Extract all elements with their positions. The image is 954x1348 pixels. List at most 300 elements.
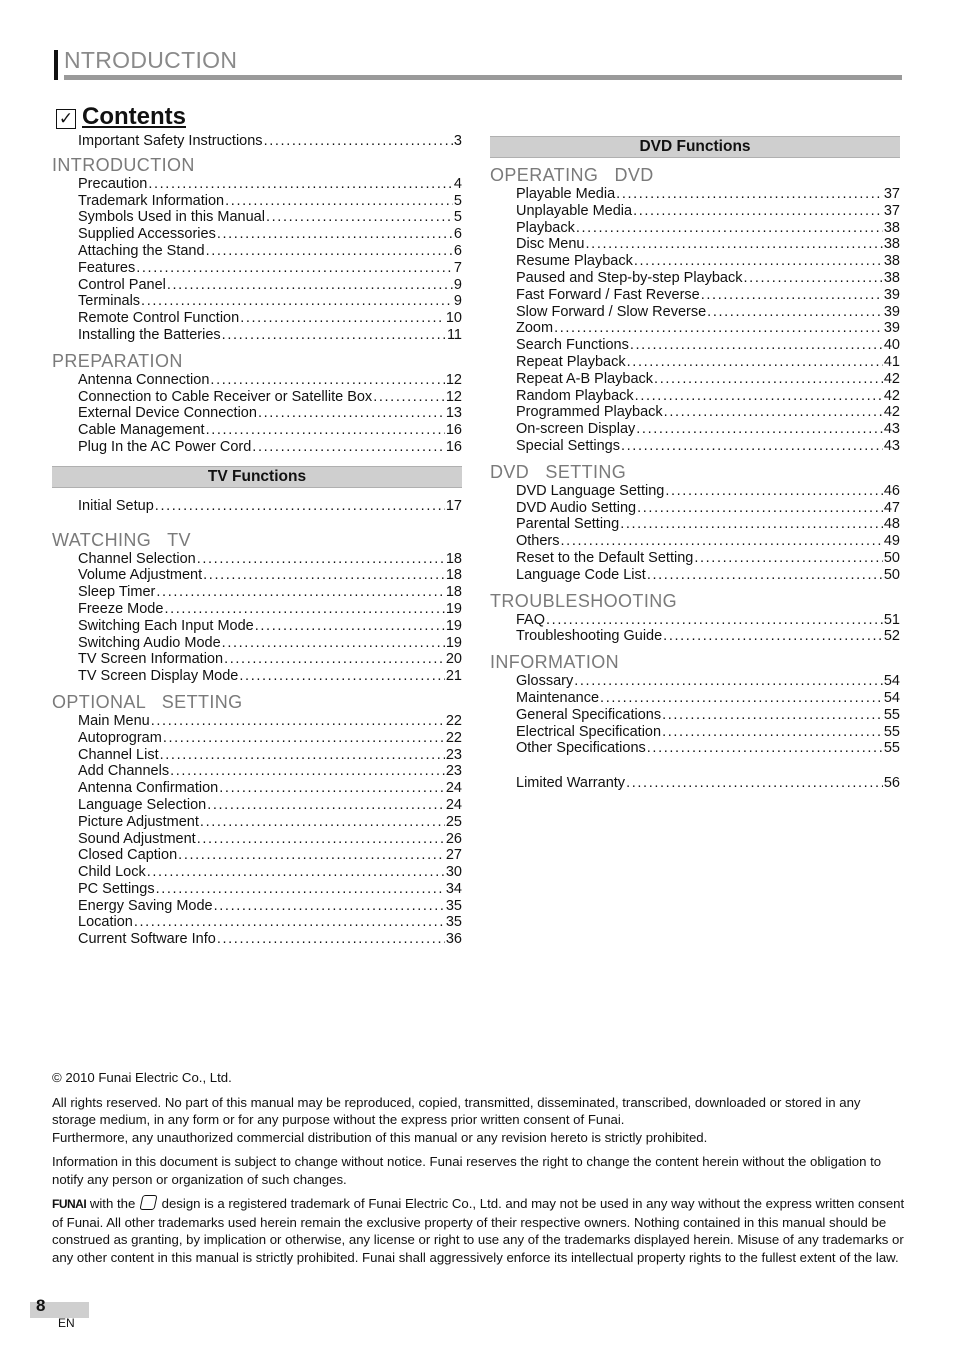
toc-entry[interactable] bbox=[490, 567, 900, 584]
legal-footer bbox=[52, 1069, 907, 1273]
toc-entry-label: Others bbox=[516, 533, 560, 550]
toc-entry-label: Control Panel bbox=[78, 276, 166, 293]
toc-entry[interactable] bbox=[52, 405, 462, 422]
toc-entry[interactable] bbox=[52, 914, 462, 931]
toc-entry-page: 46 bbox=[883, 482, 900, 499]
toc-entry[interactable] bbox=[52, 243, 462, 260]
toc-entry-page: 6 bbox=[453, 226, 462, 243]
toc-entry[interactable] bbox=[490, 550, 900, 567]
toc-entry[interactable] bbox=[52, 133, 462, 150]
toc-entry-page: 41 bbox=[883, 353, 900, 370]
toc-entry-page: 23 bbox=[445, 746, 462, 763]
toc-entry[interactable] bbox=[490, 270, 900, 287]
toc-entry-label: Fast Forward / Fast Reverse bbox=[516, 286, 700, 303]
header-title: NTRODUCTION bbox=[64, 47, 238, 73]
language-code: EN bbox=[58, 1316, 75, 1330]
toc-entry-label: Limited Warranty bbox=[516, 775, 626, 792]
toc-entry[interactable] bbox=[52, 898, 462, 915]
contents-title-text: Contents bbox=[82, 103, 186, 130]
toc-entry-page: 16 bbox=[445, 422, 462, 439]
toc-entry-page: 26 bbox=[445, 830, 462, 847]
section-heading-information: INFORMATION bbox=[490, 652, 620, 673]
leader-dots bbox=[634, 253, 883, 270]
leader-dots bbox=[164, 601, 444, 618]
toc-entry-page: 38 bbox=[883, 219, 900, 236]
toc-entry[interactable] bbox=[490, 320, 900, 337]
toc-entry[interactable] bbox=[52, 293, 462, 310]
toc-entry[interactable] bbox=[490, 337, 900, 354]
leader-dots bbox=[255, 618, 445, 635]
leader-dots bbox=[264, 133, 453, 150]
toc-entry[interactable] bbox=[52, 260, 462, 277]
leader-dots bbox=[654, 371, 883, 388]
section-heading-dvd-setting: DVD SETTING bbox=[490, 461, 627, 482]
leader-dots bbox=[239, 668, 444, 685]
toc-entry-page: 21 bbox=[445, 668, 462, 685]
toc-entry[interactable] bbox=[52, 439, 462, 456]
toc-entry-label: Connection to Cable Receiver or Satellite Box bbox=[78, 388, 373, 405]
toc-entry-label: Programmed Playback bbox=[516, 404, 663, 421]
toc-entry-label: Repeat Playback bbox=[516, 353, 626, 370]
toc-entry-label: Sleep Timer bbox=[78, 584, 156, 601]
leader-dots bbox=[222, 327, 446, 344]
toc-entry[interactable] bbox=[490, 236, 900, 253]
toc-entry-label: Location bbox=[78, 914, 133, 931]
toc-entry[interactable] bbox=[52, 226, 462, 243]
toc-entry[interactable] bbox=[52, 763, 462, 780]
page-number: 8 bbox=[36, 1296, 46, 1315]
toc-list-troubleshooting bbox=[490, 612, 900, 646]
toc-entry[interactable] bbox=[52, 327, 462, 344]
toc-entry[interactable] bbox=[52, 931, 462, 948]
toc-entry-label: Antenna Connection bbox=[78, 371, 210, 388]
toc-entry-page: 35 bbox=[445, 914, 462, 931]
toc-entry-label: Volume Adjustment bbox=[78, 567, 203, 584]
toc-entry-page: 48 bbox=[883, 516, 900, 533]
toc-entry-page: 37 bbox=[883, 186, 900, 202]
toc-entry-page: 18 bbox=[445, 584, 462, 601]
leader-dots bbox=[616, 186, 883, 203]
leader-dots bbox=[627, 354, 883, 371]
toc-entry[interactable] bbox=[52, 847, 462, 864]
section-heading-optional-setting: OPTIONAL SETTING bbox=[52, 691, 243, 712]
toc-entry-label: Closed Caption bbox=[78, 847, 178, 864]
toc-entry-label: Parental Setting bbox=[516, 516, 620, 533]
toc-entry-label: Playback bbox=[516, 219, 575, 236]
toc-entry[interactable] bbox=[52, 389, 462, 406]
leader-dots bbox=[636, 421, 883, 438]
toc-entry[interactable] bbox=[490, 612, 900, 629]
toc-entry-label: Attaching the Stand bbox=[78, 242, 205, 259]
checkbox-icon: ✓ bbox=[56, 109, 76, 129]
toc-entry-page: 11 bbox=[446, 326, 462, 343]
leader-dots bbox=[156, 584, 444, 601]
toc-entry[interactable] bbox=[490, 421, 900, 438]
toc-entry[interactable] bbox=[52, 584, 462, 601]
toc-entry-label: Terminals bbox=[78, 293, 141, 310]
toc-entry-label: Autoprogram bbox=[78, 729, 162, 746]
leader-dots bbox=[240, 310, 445, 327]
toc-entry-label: Search Functions bbox=[516, 337, 629, 354]
leader-dots bbox=[630, 337, 883, 354]
toc-entry[interactable] bbox=[52, 498, 462, 515]
toc-entry-label: Features bbox=[78, 259, 136, 276]
leader-dots bbox=[197, 551, 445, 568]
leader-dots bbox=[134, 914, 445, 931]
toc-entry-label: FAQ bbox=[516, 611, 546, 628]
toc-entry[interactable] bbox=[490, 740, 900, 757]
toc-entry[interactable] bbox=[490, 203, 900, 220]
legal-paragraph-distribution: Furthermore, any unauthorized commercial distribution of this manual or any revision hereto is strictly prohibited. bbox=[52, 1129, 708, 1145]
section-heading-preparation: PREPARATION bbox=[52, 350, 183, 371]
toc-entry-label: Electrical Specification bbox=[516, 723, 662, 740]
toc-entry-label: Child Lock bbox=[78, 864, 146, 881]
toc-entry-label: Special Settings bbox=[516, 437, 620, 454]
trademark-text: design is a registered trademark of Funai Electric Co., Ltd. and may not be used in any way without the express written consent of Funai. All other trademarks used herein remain the exclusive property of their respective owners. Nothing contained in this manual should be construed as granting, by implication or otherwise, any license or right to use any of the trademarks displayed herein. Misuse of any trademarks or any other content in this manual is strictly prohibited. Funai shall aggressively enforce its intellectual property rights to the fullest extent of the law. bbox=[52, 1196, 905, 1265]
toc-entry-page: 38 bbox=[883, 253, 900, 270]
toc-entry[interactable] bbox=[490, 707, 900, 724]
toc-entry[interactable] bbox=[52, 864, 462, 881]
toc-entry-label: TV Screen Display Mode bbox=[78, 668, 239, 685]
toc-entry-page: 19 bbox=[445, 600, 462, 617]
toc-entry[interactable] bbox=[490, 533, 900, 550]
toc-entry-label: Playable Media bbox=[516, 186, 616, 202]
toc-entry[interactable] bbox=[52, 713, 462, 730]
leader-dots bbox=[203, 567, 445, 584]
toc-entry-label: Switching Each Input Mode bbox=[78, 617, 254, 634]
toc-entry-page: 5 bbox=[453, 192, 462, 209]
toc-entry-page: 40 bbox=[883, 337, 900, 354]
toc-entry-page: 20 bbox=[445, 651, 462, 668]
toc-entry[interactable] bbox=[52, 193, 462, 210]
toc-entry-label: Remote Control Function bbox=[78, 310, 240, 327]
toc-entry[interactable] bbox=[52, 831, 462, 848]
toc-entry-label: Zoom bbox=[516, 320, 554, 337]
toc-entry-label: Sound Adjustment bbox=[78, 830, 196, 847]
leader-dots bbox=[744, 270, 883, 287]
toc-entry-page: 12 bbox=[445, 388, 462, 405]
toc-entry[interactable] bbox=[490, 628, 900, 645]
toc-entry-label: Add Channels bbox=[78, 763, 170, 780]
toc-entry[interactable] bbox=[490, 690, 900, 707]
toc-entry[interactable] bbox=[52, 422, 462, 439]
leader-dots bbox=[626, 775, 883, 792]
toc-entry-label: DVD Audio Setting bbox=[516, 499, 637, 516]
leader-dots bbox=[266, 209, 453, 226]
toc-entry-label: Other Specifications bbox=[516, 740, 646, 757]
leader-dots bbox=[600, 690, 883, 707]
leader-dots bbox=[258, 405, 445, 422]
toc-entry-page: 38 bbox=[883, 269, 900, 286]
toc-entry-label: Random Playback bbox=[516, 387, 634, 404]
toc-entry[interactable] bbox=[490, 516, 900, 533]
leader-dots bbox=[206, 243, 453, 260]
toc-entry-page: 51 bbox=[883, 611, 900, 628]
toc-entry-page: 49 bbox=[883, 533, 900, 550]
toc-entry[interactable] bbox=[52, 618, 462, 635]
toc-entry-page: 12 bbox=[445, 371, 462, 388]
toc-entry-page: 24 bbox=[445, 780, 462, 797]
toc-entry-page: 18 bbox=[445, 550, 462, 567]
section-heading-troubleshooting: TROUBLESHOOTING bbox=[490, 590, 678, 611]
legal-paragraph-trademark bbox=[52, 1195, 907, 1266]
page-header bbox=[54, 48, 902, 82]
leader-dots bbox=[554, 320, 883, 337]
leader-dots bbox=[694, 550, 883, 567]
toc-entry[interactable] bbox=[52, 881, 462, 898]
toc-entry-label: Trademark Information bbox=[78, 192, 225, 209]
toc-entry-page: 5 bbox=[453, 209, 462, 226]
toc-entry[interactable] bbox=[490, 388, 900, 405]
leader-dots bbox=[210, 372, 444, 389]
toc-entry-page: 37 bbox=[883, 202, 900, 219]
toc-entry-page: 19 bbox=[445, 617, 462, 634]
leader-dots bbox=[633, 203, 883, 220]
toc-entry-label: Resume Playback bbox=[516, 253, 633, 270]
toc-entry-page: 22 bbox=[445, 712, 462, 729]
toc-entry-label: Current Software Info bbox=[78, 931, 216, 948]
leader-dots bbox=[225, 193, 453, 210]
leader-dots bbox=[373, 389, 445, 406]
leader-dots bbox=[151, 713, 445, 730]
toc-entry[interactable] bbox=[52, 780, 462, 797]
legal-paragraph-rights: All rights reserved. No part of this manual may be reproduced, copied, transmitted, disseminated, transcribed, downloaded or stored in any storage medium, in any form or for any purpose without the express prior written consent of Funai. bbox=[52, 1094, 861, 1127]
toc-entry[interactable] bbox=[490, 404, 900, 421]
leader-dots bbox=[160, 747, 445, 764]
toc-entry[interactable] bbox=[52, 747, 462, 764]
leader-dots bbox=[635, 388, 883, 405]
toc-entry-page: 9 bbox=[453, 276, 462, 293]
funai-logo: FUNAI bbox=[52, 1197, 87, 1211]
section-heading-operating-dvd: OPERATING DVD bbox=[490, 165, 654, 185]
toc-entry-label: TV Screen Information bbox=[78, 651, 224, 668]
leader-dots bbox=[576, 220, 883, 237]
toc-entry-page: 55 bbox=[883, 723, 900, 740]
toc-entry-label: Reset to the Default Setting bbox=[516, 549, 694, 566]
toc-entry-page: 23 bbox=[445, 763, 462, 780]
leader-dots bbox=[665, 483, 883, 500]
toc-entry[interactable] bbox=[490, 287, 900, 304]
toc-entry-page: 34 bbox=[445, 880, 462, 897]
dvd-functions-band: DVD Functions bbox=[490, 136, 900, 158]
toc-entry-page: 9 bbox=[453, 293, 462, 310]
toc-entry[interactable] bbox=[490, 438, 900, 455]
leader-dots bbox=[701, 287, 883, 304]
toc-entry-label: Maintenance bbox=[516, 689, 600, 706]
leader-dots bbox=[197, 831, 445, 848]
toc-entry[interactable] bbox=[52, 551, 462, 568]
toc-entry-label: Supplied Accessories bbox=[78, 226, 216, 243]
toc-entry-label: Channel Selection bbox=[78, 550, 196, 567]
toc-entry-label: Slow Forward / Slow Reverse bbox=[516, 303, 707, 320]
toc-entry-page: 10 bbox=[445, 310, 462, 327]
toc-entry[interactable] bbox=[52, 176, 462, 193]
toc-entry-page: 55 bbox=[883, 706, 900, 723]
toc-entry[interactable] bbox=[52, 797, 462, 814]
toc-entry-page: 42 bbox=[883, 387, 900, 404]
toc-list-dvd-setting bbox=[490, 483, 900, 584]
legal-paragraph-notice: Information in this document is subject to change without notice. Funai reserves the right to change the content herein without the obligation to notify any person or organization of such changes. bbox=[52, 1154, 882, 1187]
toc-entry-page: 6 bbox=[453, 242, 462, 259]
toc-entry-page: 38 bbox=[883, 236, 900, 253]
leader-dots bbox=[156, 881, 445, 898]
toc-entry-page: 7 bbox=[453, 259, 462, 276]
toc-entry[interactable] bbox=[490, 500, 900, 517]
toc-entry-page: 18 bbox=[445, 567, 462, 584]
leader-dots bbox=[141, 293, 453, 310]
toc-entry[interactable] bbox=[52, 310, 462, 327]
toc-entry-label: PC Settings bbox=[78, 880, 155, 897]
header-rule bbox=[64, 75, 902, 80]
toc-entry-label: On-screen Display bbox=[516, 421, 636, 438]
toc-entry-label: Language Code List bbox=[516, 566, 646, 583]
toc-entry-page: 50 bbox=[883, 549, 900, 566]
toc-entry-label: Symbols Used in this Manual bbox=[78, 209, 265, 226]
toc-entry-label: Glossary bbox=[516, 673, 574, 690]
toc-entry-page: 27 bbox=[445, 847, 462, 864]
toc-entry-page: 39 bbox=[883, 286, 900, 303]
leader-dots bbox=[148, 176, 453, 193]
leader-dots bbox=[167, 277, 453, 294]
toc-entry-page: 13 bbox=[445, 405, 462, 422]
header-initial-bar bbox=[54, 50, 58, 80]
toc-entry-page: 43 bbox=[883, 437, 900, 454]
toc-entry-label: Energy Saving Mode bbox=[78, 897, 213, 914]
contents-right-column bbox=[490, 136, 900, 792]
toc-entry-label: Important Safety Instructions bbox=[78, 133, 263, 149]
toc-entry[interactable] bbox=[52, 730, 462, 747]
leader-dots bbox=[147, 864, 445, 881]
toc-entry[interactable] bbox=[52, 601, 462, 618]
funai-leaf-design-icon bbox=[139, 1195, 157, 1210]
leader-dots bbox=[621, 438, 883, 455]
toc-entry-page: 22 bbox=[445, 729, 462, 746]
toc-list-preparation bbox=[52, 372, 462, 456]
leader-dots bbox=[136, 260, 453, 277]
toc-entry-page: 19 bbox=[445, 634, 462, 651]
toc-entry-page: 55 bbox=[883, 740, 900, 757]
toc-entry[interactable] bbox=[490, 724, 900, 741]
leader-dots bbox=[200, 814, 445, 831]
toc-entry-label: Switching Audio Mode bbox=[78, 634, 221, 651]
leader-dots bbox=[252, 439, 445, 456]
toc-entry-label: Initial Setup bbox=[78, 497, 154, 514]
leader-dots bbox=[561, 533, 883, 550]
toc-entry[interactable] bbox=[490, 253, 900, 270]
toc-entry[interactable] bbox=[490, 371, 900, 388]
toc-entry-label: External Device Connection bbox=[78, 405, 257, 422]
leader-dots bbox=[219, 780, 445, 797]
section-heading-introduction: INTRODUCTION bbox=[52, 154, 195, 175]
leader-dots bbox=[620, 516, 883, 533]
leader-dots bbox=[207, 797, 445, 814]
toc-entry[interactable] bbox=[52, 209, 462, 226]
toc-list-optional-setting bbox=[52, 713, 462, 948]
toc-entry[interactable] bbox=[52, 372, 462, 389]
toc-entry-label: Precaution bbox=[78, 175, 148, 192]
toc-entry[interactable] bbox=[490, 483, 900, 500]
toc-entry-page: 39 bbox=[883, 303, 900, 320]
section-heading-watching-tv: WATCHING TV bbox=[52, 529, 191, 550]
toc-entry[interactable] bbox=[490, 775, 900, 792]
toc-entry-page: 50 bbox=[883, 566, 900, 583]
toc-entry[interactable] bbox=[490, 220, 900, 237]
toc-entry-label: Plug In the AC Power Cord bbox=[78, 438, 252, 455]
toc-entry-page: 24 bbox=[445, 796, 462, 813]
toc-entry-page: 54 bbox=[883, 689, 900, 706]
toc-entry-page: 42 bbox=[883, 370, 900, 387]
toc-entry-page: 52 bbox=[883, 628, 900, 645]
toc-entry-label: Paused and Step-by-step Playback bbox=[516, 269, 743, 286]
copyright-line: © 2010 Funai Electric Co., Ltd. bbox=[52, 1070, 232, 1085]
toc-entry[interactable] bbox=[52, 668, 462, 685]
leader-dots bbox=[647, 567, 883, 584]
toc-entry[interactable] bbox=[52, 651, 462, 668]
toc-entry[interactable] bbox=[490, 304, 900, 321]
with-the-text: with the bbox=[89, 1196, 136, 1211]
leader-dots bbox=[637, 500, 883, 517]
leader-dots bbox=[155, 498, 445, 515]
leader-dots bbox=[662, 707, 883, 724]
toc-entry-label: Disc Menu bbox=[516, 236, 585, 253]
leader-dots bbox=[574, 673, 883, 690]
toc-entry-label: Installing the Batteries bbox=[78, 326, 221, 343]
toc-entry-page: 30 bbox=[445, 864, 462, 881]
toc-list-watching-tv bbox=[52, 551, 462, 685]
toc-entry-page: 56 bbox=[883, 775, 900, 792]
toc-entry-label: Picture Adjustment bbox=[78, 813, 199, 830]
toc-entry[interactable] bbox=[52, 567, 462, 584]
toc-entry-label: Repeat A-B Playback bbox=[516, 370, 654, 387]
toc-entry-page: 43 bbox=[883, 421, 900, 438]
leader-dots bbox=[170, 763, 445, 780]
toc-entry[interactable] bbox=[52, 814, 462, 831]
leader-dots bbox=[217, 931, 445, 948]
leader-dots bbox=[664, 404, 883, 421]
toc-entry-page: 39 bbox=[883, 320, 900, 337]
leader-dots bbox=[217, 226, 453, 243]
leader-dots bbox=[178, 847, 445, 864]
toc-entry[interactable] bbox=[490, 673, 900, 690]
contents-title bbox=[56, 103, 186, 131]
toc-entry-page: 35 bbox=[445, 897, 462, 914]
leader-dots bbox=[224, 651, 445, 668]
leader-dots bbox=[647, 740, 883, 757]
toc-entry-label: Channel List bbox=[78, 746, 159, 763]
toc-entry-label: Main Menu bbox=[78, 712, 150, 729]
toc-entry-page: 3 bbox=[453, 133, 462, 149]
leader-dots bbox=[662, 724, 883, 741]
toc-entry[interactable] bbox=[490, 186, 900, 203]
toc-entry[interactable] bbox=[52, 277, 462, 294]
toc-entry[interactable] bbox=[490, 354, 900, 371]
toc-list-information bbox=[490, 673, 900, 757]
leader-dots bbox=[206, 422, 445, 439]
leader-dots bbox=[586, 236, 883, 253]
toc-entry-label: Cable Management bbox=[78, 422, 205, 439]
toc-entry-page: 17 bbox=[445, 497, 462, 514]
toc-entry-label: DVD Language Setting bbox=[516, 482, 665, 499]
toc-entry-page: 36 bbox=[445, 931, 462, 948]
toc-entry-page: 47 bbox=[883, 499, 900, 516]
tv-functions-band: TV Functions bbox=[52, 466, 462, 488]
leader-dots bbox=[546, 612, 883, 629]
toc-entry[interactable] bbox=[52, 635, 462, 652]
toc-entry-label: Troubleshooting Guide bbox=[516, 628, 663, 645]
toc-entry-page: 42 bbox=[883, 404, 900, 421]
toc-list-introduction bbox=[52, 176, 462, 344]
toc-entry-page: 4 bbox=[453, 175, 462, 192]
